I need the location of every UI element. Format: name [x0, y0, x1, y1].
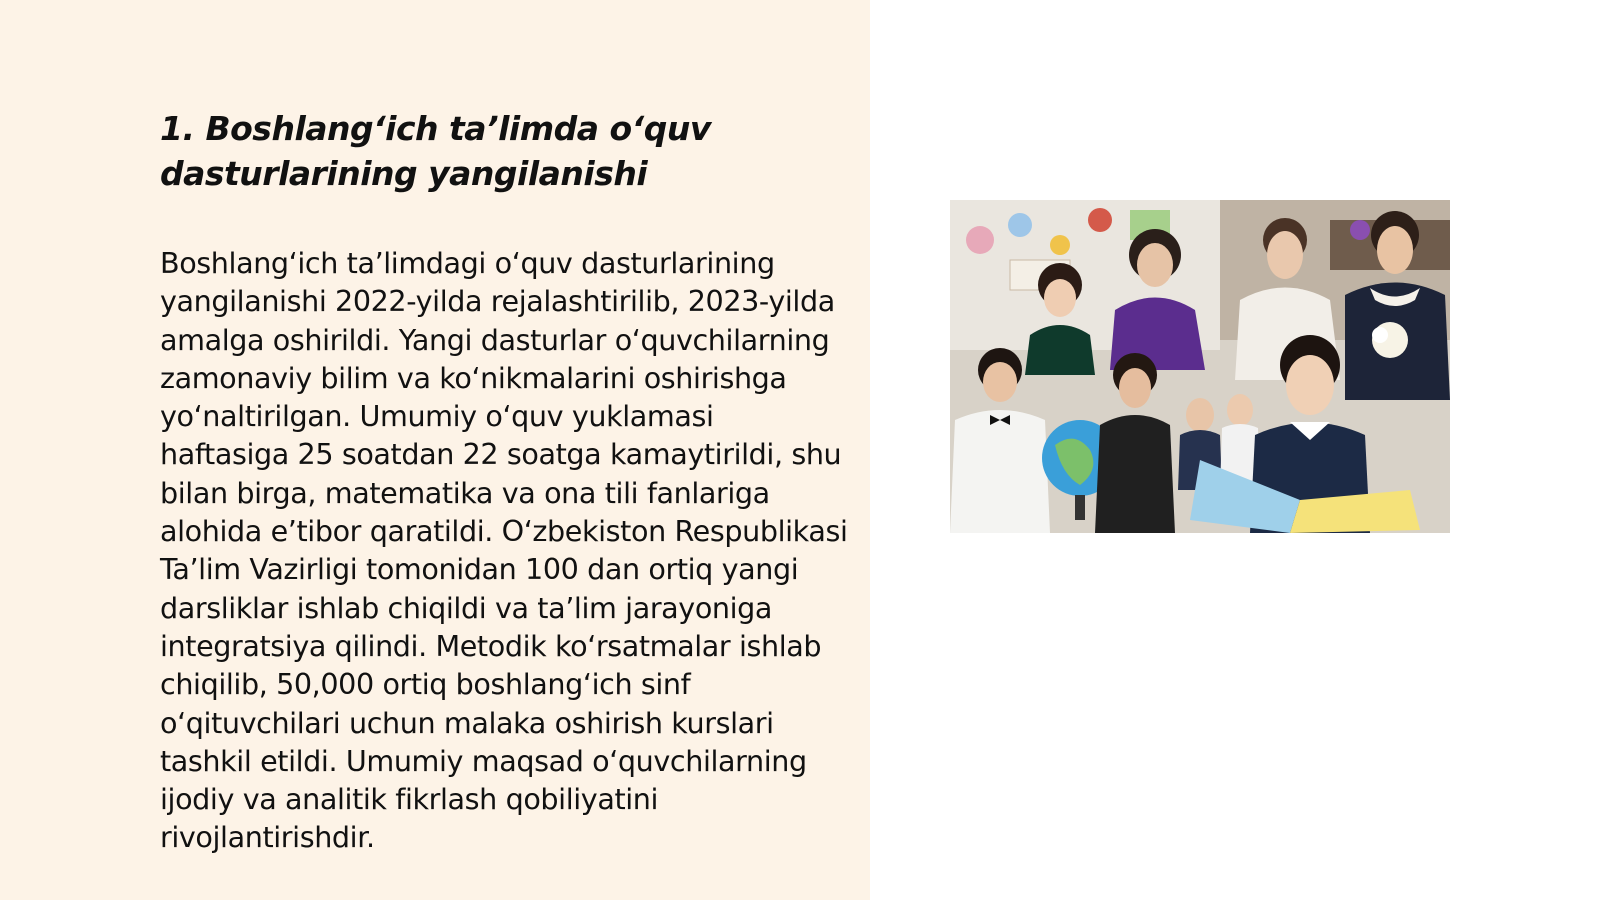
slide-title: 1. Boshlang‘ich ta’limda o‘quv dasturlarining yangilanishi: [160, 109, 711, 193]
classroom-photo: [950, 200, 1450, 533]
slide-body-text: Boshlang‘ich ta’limdagi o‘quv dasturlarining yangilanishi 2022-yilda rejalashtirilib, 2023-yilda amalga oshirildi. Yangi dasturlar o‘quvchilarning zamonaviy bilim va ko‘nikmalarini oshirishga yo‘naltirilgan. Umumiy o‘quv yuklamasi haftasiga 25 soatdan 22 soatga kamaytirildi, shu bilan birga, matematika va ona tili fanlariga alohida e’tibor qaratildi. O‘zbekiston Respublikasi Ta’lim Vazirligi tomonidan 100 dan ortiq yangi darsliklar ishlab chiqildi va ta’lim jarayoniga integratsiya qilindi. Metodik ko‘rsatmalar ishlab chiqilib, 50,000 ortiq boshlang‘ich sinf o‘qituvchilari uchun malaka oshirish kurslari tashkil etildi. Umumiy maqsad o‘quvchilarning ijodiy va analitik fikrlash qobiliyatini rivojlantirishdir.: [160, 246, 848, 855]
